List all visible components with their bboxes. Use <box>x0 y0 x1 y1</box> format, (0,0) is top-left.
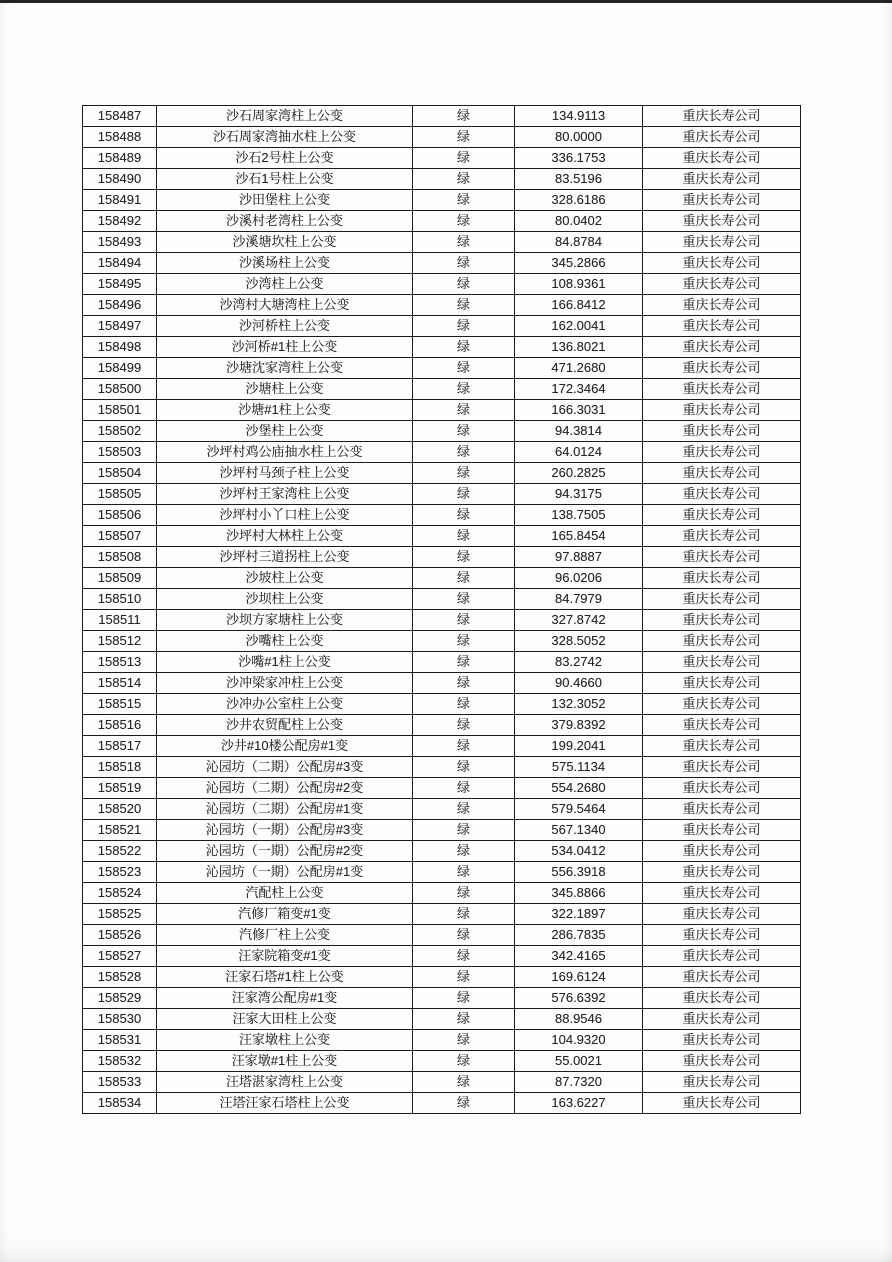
cell-company: 重庆长寿公司 <box>643 547 801 568</box>
cell-capacity-value: 163.6227 <box>515 1093 643 1114</box>
cell-company: 重庆长寿公司 <box>643 421 801 442</box>
cell-capacity-value: 166.8412 <box>515 295 643 316</box>
cell-record-id: 158525 <box>83 904 157 925</box>
cell-transformer-name: 沙坪村鸡公庙抽水柱上公变 <box>157 442 413 463</box>
cell-company: 重庆长寿公司 <box>643 1072 801 1093</box>
cell-company: 重庆长寿公司 <box>643 106 801 127</box>
cell-record-id: 158507 <box>83 526 157 547</box>
table-row <box>83 526 801 547</box>
cell-capacity-value: 172.3464 <box>515 379 643 400</box>
table-row <box>83 232 801 253</box>
cell-capacity-value: 94.3814 <box>515 421 643 442</box>
table-row <box>83 904 801 925</box>
cell-transformer-name: 汪家石塔#1柱上公变 <box>157 967 413 988</box>
cell-company: 重庆长寿公司 <box>643 169 801 190</box>
cell-record-id: 158530 <box>83 1009 157 1030</box>
cell-transformer-name: 沙嘴#1柱上公变 <box>157 652 413 673</box>
cell-transformer-name: 沙河桥柱上公变 <box>157 316 413 337</box>
table-row <box>83 400 801 421</box>
cell-record-id: 158526 <box>83 925 157 946</box>
table-row <box>83 547 801 568</box>
cell-capacity-value: 169.6124 <box>515 967 643 988</box>
cell-capacity-value: 162.0041 <box>515 316 643 337</box>
cell-company: 重庆长寿公司 <box>643 358 801 379</box>
cell-record-id: 158494 <box>83 253 157 274</box>
cell-company: 重庆长寿公司 <box>643 253 801 274</box>
cell-company: 重庆长寿公司 <box>643 988 801 1009</box>
table-row <box>83 1051 801 1072</box>
cell-record-id: 158506 <box>83 505 157 526</box>
table-row <box>83 190 801 211</box>
table-row <box>83 988 801 1009</box>
cell-capacity-value: 345.8866 <box>515 883 643 904</box>
cell-capacity-value: 322.1897 <box>515 904 643 925</box>
cell-transformer-name: 沙井农贸配柱上公变 <box>157 715 413 736</box>
cell-company: 重庆长寿公司 <box>643 694 801 715</box>
cell-capacity-value: 90.4660 <box>515 673 643 694</box>
cell-record-id: 158503 <box>83 442 157 463</box>
cell-transformer-name: 汪家湾公配房#1变 <box>157 988 413 1009</box>
cell-status: 绿 <box>413 1009 515 1030</box>
cell-transformer-name: 沙湾柱上公变 <box>157 274 413 295</box>
cell-capacity-value: 80.0000 <box>515 127 643 148</box>
table-row <box>83 841 801 862</box>
cell-status: 绿 <box>413 715 515 736</box>
cell-company: 重庆长寿公司 <box>643 841 801 862</box>
cell-record-id: 158498 <box>83 337 157 358</box>
cell-capacity-value: 166.3031 <box>515 400 643 421</box>
cell-transformer-name: 沁园坊（二期）公配房#1变 <box>157 799 413 820</box>
cell-capacity-value: 579.5464 <box>515 799 643 820</box>
cell-transformer-name: 沁园坊（二期）公配房#3变 <box>157 757 413 778</box>
cell-company: 重庆长寿公司 <box>643 127 801 148</box>
table-row <box>83 715 801 736</box>
cell-capacity-value: 379.8392 <box>515 715 643 736</box>
cell-capacity-value: 83.2742 <box>515 652 643 673</box>
cell-transformer-name: 汽修厂柱上公变 <box>157 925 413 946</box>
cell-company: 重庆长寿公司 <box>643 631 801 652</box>
cell-status: 绿 <box>413 463 515 484</box>
cell-status: 绿 <box>413 967 515 988</box>
cell-record-id: 158496 <box>83 295 157 316</box>
cell-status: 绿 <box>413 1030 515 1051</box>
cell-record-id: 158501 <box>83 400 157 421</box>
cell-status: 绿 <box>413 400 515 421</box>
cell-capacity-value: 556.3918 <box>515 862 643 883</box>
table-row <box>83 1030 801 1051</box>
transformer-record-table <box>82 105 801 1114</box>
cell-record-id: 158490 <box>83 169 157 190</box>
table-row <box>83 820 801 841</box>
cell-capacity-value: 342.4165 <box>515 946 643 967</box>
cell-capacity-value: 97.8887 <box>515 547 643 568</box>
cell-status: 绿 <box>413 484 515 505</box>
table-row <box>83 295 801 316</box>
cell-record-id: 158533 <box>83 1072 157 1093</box>
cell-record-id: 158529 <box>83 988 157 1009</box>
table-row <box>83 862 801 883</box>
table-body <box>83 106 801 1114</box>
cell-company: 重庆长寿公司 <box>643 610 801 631</box>
cell-capacity-value: 345.2866 <box>515 253 643 274</box>
cell-status: 绿 <box>413 547 515 568</box>
cell-status: 绿 <box>413 358 515 379</box>
cell-capacity-value: 83.5196 <box>515 169 643 190</box>
cell-capacity-value: 55.0021 <box>515 1051 643 1072</box>
cell-status: 绿 <box>413 652 515 673</box>
table-row <box>83 316 801 337</box>
cell-company: 重庆长寿公司 <box>643 190 801 211</box>
cell-capacity-value: 286.7835 <box>515 925 643 946</box>
cell-transformer-name: 沙石周家湾柱上公变 <box>157 106 413 127</box>
table-row <box>83 652 801 673</box>
cell-company: 重庆长寿公司 <box>643 316 801 337</box>
cell-company: 重庆长寿公司 <box>643 526 801 547</box>
cell-status: 绿 <box>413 127 515 148</box>
cell-status: 绿 <box>413 568 515 589</box>
table-row <box>83 148 801 169</box>
cell-status: 绿 <box>413 799 515 820</box>
cell-record-id: 158527 <box>83 946 157 967</box>
cell-transformer-name: 汪家墩#1柱上公变 <box>157 1051 413 1072</box>
cell-transformer-name: 沙坪村王家湾柱上公变 <box>157 484 413 505</box>
cell-record-id: 158491 <box>83 190 157 211</box>
cell-capacity-value: 136.8021 <box>515 337 643 358</box>
cell-company: 重庆长寿公司 <box>643 673 801 694</box>
table-row <box>83 1072 801 1093</box>
cell-capacity-value: 575.1134 <box>515 757 643 778</box>
cell-transformer-name: 沁园坊（一期）公配房#3变 <box>157 820 413 841</box>
table-row <box>83 505 801 526</box>
cell-company: 重庆长寿公司 <box>643 1009 801 1030</box>
cell-capacity-value: 64.0124 <box>515 442 643 463</box>
cell-transformer-name: 沙冲办公室柱上公变 <box>157 694 413 715</box>
cell-capacity-value: 576.6392 <box>515 988 643 1009</box>
cell-record-id: 158522 <box>83 841 157 862</box>
cell-record-id: 158524 <box>83 883 157 904</box>
cell-status: 绿 <box>413 673 515 694</box>
cell-capacity-value: 328.5052 <box>515 631 643 652</box>
cell-transformer-name: 沙井#10楼公配房#1变 <box>157 736 413 757</box>
cell-status: 绿 <box>413 232 515 253</box>
cell-status: 绿 <box>413 904 515 925</box>
cell-status: 绿 <box>413 1093 515 1114</box>
cell-record-id: 158508 <box>83 547 157 568</box>
cell-company: 重庆长寿公司 <box>643 337 801 358</box>
cell-capacity-value: 336.1753 <box>515 148 643 169</box>
scan-edge-line <box>0 0 892 3</box>
cell-record-id: 158488 <box>83 127 157 148</box>
cell-status: 绿 <box>413 106 515 127</box>
cell-transformer-name: 沙石周家湾抽水柱上公变 <box>157 127 413 148</box>
cell-capacity-value: 84.7979 <box>515 589 643 610</box>
table-row <box>83 358 801 379</box>
cell-status: 绿 <box>413 1072 515 1093</box>
table-row <box>83 694 801 715</box>
cell-transformer-name: 汪家大田柱上公变 <box>157 1009 413 1030</box>
cell-capacity-value: 534.0412 <box>515 841 643 862</box>
cell-record-id: 158495 <box>83 274 157 295</box>
cell-company: 重庆长寿公司 <box>643 484 801 505</box>
cell-status: 绿 <box>413 631 515 652</box>
cell-transformer-name: 沙塘柱上公变 <box>157 379 413 400</box>
cell-status: 绿 <box>413 946 515 967</box>
table-row <box>83 799 801 820</box>
table-row <box>83 379 801 400</box>
table-row <box>83 925 801 946</box>
cell-status: 绿 <box>413 610 515 631</box>
cell-status: 绿 <box>413 841 515 862</box>
table-row <box>83 127 801 148</box>
cell-status: 绿 <box>413 337 515 358</box>
cell-capacity-value: 199.2041 <box>515 736 643 757</box>
cell-company: 重庆长寿公司 <box>643 967 801 988</box>
cell-transformer-name: 沙溪场柱上公变 <box>157 253 413 274</box>
cell-record-id: 158523 <box>83 862 157 883</box>
cell-transformer-name: 沙溪塘坎柱上公变 <box>157 232 413 253</box>
cell-status: 绿 <box>413 757 515 778</box>
cell-transformer-name: 沙田堡柱上公变 <box>157 190 413 211</box>
cell-transformer-name: 沙坡柱上公变 <box>157 568 413 589</box>
table-row <box>83 463 801 484</box>
cell-capacity-value: 88.9546 <box>515 1009 643 1030</box>
cell-record-id: 158532 <box>83 1051 157 1072</box>
cell-transformer-name: 沙坪村马颈子柱上公变 <box>157 463 413 484</box>
cell-status: 绿 <box>413 526 515 547</box>
cell-transformer-name: 沙坪村三道拐柱上公变 <box>157 547 413 568</box>
cell-capacity-value: 260.2825 <box>515 463 643 484</box>
cell-record-id: 158514 <box>83 673 157 694</box>
cell-capacity-value: 327.8742 <box>515 610 643 631</box>
cell-transformer-name: 沙嘴柱上公变 <box>157 631 413 652</box>
cell-status: 绿 <box>413 589 515 610</box>
cell-transformer-name: 沙坪村大林柱上公变 <box>157 526 413 547</box>
cell-capacity-value: 134.9113 <box>515 106 643 127</box>
cell-transformer-name: 沙溪村老湾柱上公变 <box>157 211 413 232</box>
cell-status: 绿 <box>413 988 515 1009</box>
cell-capacity-value: 567.1340 <box>515 820 643 841</box>
cell-transformer-name: 汽修厂箱变#1变 <box>157 904 413 925</box>
table-row <box>83 778 801 799</box>
cell-status: 绿 <box>413 211 515 232</box>
cell-status: 绿 <box>413 1051 515 1072</box>
cell-record-id: 158519 <box>83 778 157 799</box>
cell-status: 绿 <box>413 862 515 883</box>
cell-status: 绿 <box>413 883 515 904</box>
cell-transformer-name: 汪塔湛家湾柱上公变 <box>157 1072 413 1093</box>
cell-company: 重庆长寿公司 <box>643 925 801 946</box>
cell-record-id: 158509 <box>83 568 157 589</box>
cell-company: 重庆长寿公司 <box>643 295 801 316</box>
table-row <box>83 946 801 967</box>
cell-capacity-value: 94.3175 <box>515 484 643 505</box>
table-row <box>83 736 801 757</box>
cell-company: 重庆长寿公司 <box>643 505 801 526</box>
cell-status: 绿 <box>413 295 515 316</box>
table-row <box>83 274 801 295</box>
cell-record-id: 158534 <box>83 1093 157 1114</box>
cell-status: 绿 <box>413 253 515 274</box>
cell-status: 绿 <box>413 820 515 841</box>
cell-record-id: 158500 <box>83 379 157 400</box>
cell-transformer-name: 汽配柱上公变 <box>157 883 413 904</box>
cell-capacity-value: 138.7505 <box>515 505 643 526</box>
cell-transformer-name: 汪家院箱变#1变 <box>157 946 413 967</box>
cell-record-id: 158492 <box>83 211 157 232</box>
table-row <box>83 337 801 358</box>
table-row <box>83 106 801 127</box>
cell-transformer-name: 沁园坊（一期）公配房#1变 <box>157 862 413 883</box>
table-row <box>83 673 801 694</box>
cell-record-id: 158518 <box>83 757 157 778</box>
cell-transformer-name: 沙石2号柱上公变 <box>157 148 413 169</box>
cell-company: 重庆长寿公司 <box>643 799 801 820</box>
cell-company: 重庆长寿公司 <box>643 568 801 589</box>
cell-record-id: 158512 <box>83 631 157 652</box>
table-row <box>83 253 801 274</box>
cell-status: 绿 <box>413 505 515 526</box>
cell-record-id: 158489 <box>83 148 157 169</box>
table-row <box>83 169 801 190</box>
cell-company: 重庆长寿公司 <box>643 400 801 421</box>
cell-status: 绿 <box>413 190 515 211</box>
cell-capacity-value: 84.8784 <box>515 232 643 253</box>
cell-capacity-value: 80.0402 <box>515 211 643 232</box>
cell-transformer-name: 汪家墩柱上公变 <box>157 1030 413 1051</box>
cell-company: 重庆长寿公司 <box>643 820 801 841</box>
table-row <box>83 967 801 988</box>
cell-status: 绿 <box>413 169 515 190</box>
table-row <box>83 211 801 232</box>
cell-record-id: 158520 <box>83 799 157 820</box>
cell-transformer-name: 沙塘沈家湾柱上公变 <box>157 358 413 379</box>
cell-company: 重庆长寿公司 <box>643 946 801 967</box>
table-row <box>83 631 801 652</box>
cell-capacity-value: 471.2680 <box>515 358 643 379</box>
cell-record-id: 158516 <box>83 715 157 736</box>
table-row <box>83 1009 801 1030</box>
cell-record-id: 158517 <box>83 736 157 757</box>
cell-company: 重庆长寿公司 <box>643 442 801 463</box>
cell-transformer-name: 沙湾村大塘湾柱上公变 <box>157 295 413 316</box>
cell-transformer-name: 沙坪村小丫口柱上公变 <box>157 505 413 526</box>
cell-record-id: 158504 <box>83 463 157 484</box>
cell-capacity-value: 96.0206 <box>515 568 643 589</box>
cell-record-id: 158510 <box>83 589 157 610</box>
cell-company: 重庆长寿公司 <box>643 904 801 925</box>
cell-record-id: 158493 <box>83 232 157 253</box>
cell-status: 绿 <box>413 274 515 295</box>
cell-status: 绿 <box>413 778 515 799</box>
cell-record-id: 158531 <box>83 1030 157 1051</box>
cell-company: 重庆长寿公司 <box>643 463 801 484</box>
cell-record-id: 158499 <box>83 358 157 379</box>
cell-company: 重庆长寿公司 <box>643 757 801 778</box>
cell-transformer-name: 沙塘#1柱上公变 <box>157 400 413 421</box>
table-row <box>83 757 801 778</box>
cell-transformer-name: 沁园坊（二期）公配房#2变 <box>157 778 413 799</box>
cell-status: 绿 <box>413 316 515 337</box>
cell-status: 绿 <box>413 379 515 400</box>
cell-company: 重庆长寿公司 <box>643 148 801 169</box>
cell-capacity-value: 108.9361 <box>515 274 643 295</box>
table-row <box>83 568 801 589</box>
cell-company: 重庆长寿公司 <box>643 883 801 904</box>
cell-transformer-name: 沁园坊（一期）公配房#2变 <box>157 841 413 862</box>
cell-transformer-name: 沙河桥#1柱上公变 <box>157 337 413 358</box>
cell-record-id: 158502 <box>83 421 157 442</box>
cell-capacity-value: 554.2680 <box>515 778 643 799</box>
cell-transformer-name: 沙石1号柱上公变 <box>157 169 413 190</box>
cell-company: 重庆长寿公司 <box>643 862 801 883</box>
cell-transformer-name: 汪塔汪家石塔柱上公变 <box>157 1093 413 1114</box>
cell-record-id: 158521 <box>83 820 157 841</box>
cell-capacity-value: 87.7320 <box>515 1072 643 1093</box>
cell-status: 绿 <box>413 925 515 946</box>
cell-company: 重庆长寿公司 <box>643 1093 801 1114</box>
cell-company: 重庆长寿公司 <box>643 589 801 610</box>
cell-transformer-name: 沙冲梁家冲柱上公变 <box>157 673 413 694</box>
cell-record-id: 158528 <box>83 967 157 988</box>
cell-record-id: 158505 <box>83 484 157 505</box>
cell-capacity-value: 165.8454 <box>515 526 643 547</box>
table-row <box>83 589 801 610</box>
cell-company: 重庆长寿公司 <box>643 379 801 400</box>
cell-status: 绿 <box>413 442 515 463</box>
cell-capacity-value: 328.6186 <box>515 190 643 211</box>
cell-record-id: 158511 <box>83 610 157 631</box>
cell-capacity-value: 132.3052 <box>515 694 643 715</box>
cell-record-id: 158513 <box>83 652 157 673</box>
cell-status: 绿 <box>413 694 515 715</box>
cell-company: 重庆长寿公司 <box>643 232 801 253</box>
cell-transformer-name: 沙坝柱上公变 <box>157 589 413 610</box>
cell-record-id: 158487 <box>83 106 157 127</box>
cell-transformer-name: 沙堡柱上公变 <box>157 421 413 442</box>
cell-company: 重庆长寿公司 <box>643 652 801 673</box>
cell-company: 重庆长寿公司 <box>643 211 801 232</box>
cell-company: 重庆长寿公司 <box>643 736 801 757</box>
table-row <box>83 442 801 463</box>
cell-status: 绿 <box>413 148 515 169</box>
table-row <box>83 421 801 442</box>
cell-company: 重庆长寿公司 <box>643 715 801 736</box>
cell-company: 重庆长寿公司 <box>643 274 801 295</box>
cell-status: 绿 <box>413 736 515 757</box>
cell-company: 重庆长寿公司 <box>643 1051 801 1072</box>
table-row <box>83 484 801 505</box>
table-row <box>83 610 801 631</box>
cell-capacity-value: 104.9320 <box>515 1030 643 1051</box>
table-row <box>83 883 801 904</box>
table-row <box>83 1093 801 1114</box>
cell-status: 绿 <box>413 421 515 442</box>
cell-company: 重庆长寿公司 <box>643 778 801 799</box>
cell-company: 重庆长寿公司 <box>643 1030 801 1051</box>
cell-record-id: 158497 <box>83 316 157 337</box>
cell-record-id: 158515 <box>83 694 157 715</box>
cell-transformer-name: 沙坝方家塘柱上公变 <box>157 610 413 631</box>
